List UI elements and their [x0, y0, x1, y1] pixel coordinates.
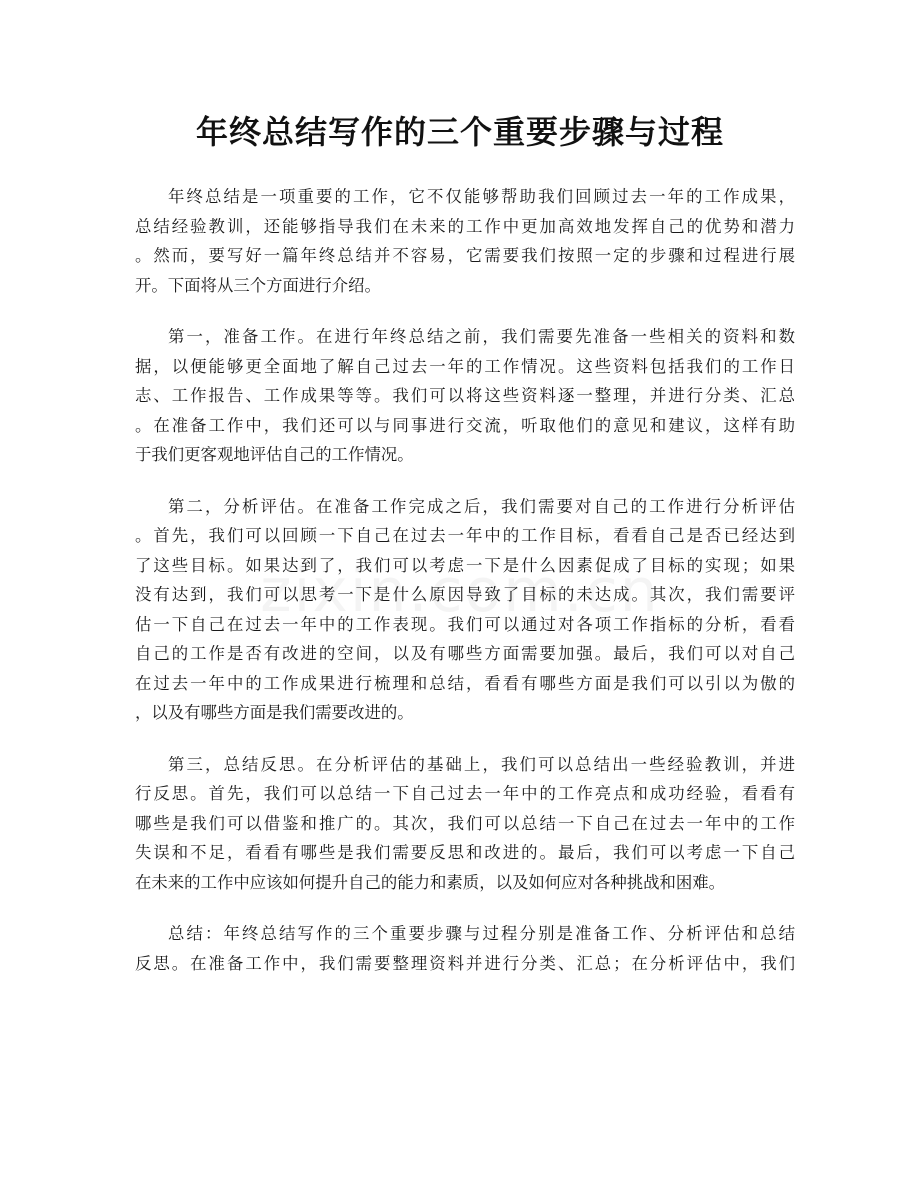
text-line: 失误和不足，看看有哪些是我们需要反思和改进的。最后，我们可以考虑一下自己 — [135, 843, 795, 862]
paragraph-summary — [135, 919, 795, 978]
text-line: 没有达到，我们可以思考一下是什么原因导致了目标的未达成。其次，我们需要评 — [135, 585, 795, 604]
text-line: 总结经验教训，还能够指导我们在未来的工作中更加高效地发挥自己的优势和潜力 — [135, 216, 795, 236]
text-line: 总结：年终总结写作的三个重要步骤与过程分别是准备工作、分析评估和总结 — [168, 924, 795, 943]
text-line: 在未来的工作中应该如何提升自己的能力和素质，以及如何应对各种挑战和困难。 — [135, 872, 726, 892]
text-line: 反思。在准备工作中，我们需要整理资料并进行分类、汇总；在分析评估中，我们 — [135, 953, 795, 973]
document-title: 年终总结写作的三个重要步骤与过程 — [195, 113, 724, 151]
text-line: 估一下自己在过去一年中的工作表现。我们可以通过对各项工作指标的分析，看看 — [135, 614, 795, 634]
text-line: ，以及有哪些方面是我们需要改进的。 — [135, 703, 414, 722]
paragraph-step-three — [135, 750, 795, 898]
text-line: 。首先，我们可以回顾一下自己在过去一年中的工作目标，看看自己是否已经达到 — [135, 526, 795, 545]
text-line: 。在准备工作中，我们还可以与同事进行交流，听取他们的意见和建议，这样有助 — [135, 415, 795, 435]
paragraph-step-one — [135, 322, 795, 470]
text-line: 志、工作报告、工作成果等等。我们可以将这些资料逐一整理，并进行分类、汇总 — [135, 386, 795, 405]
text-line: 在过去一年中的工作成果进行梳理和总结，看看有哪些方面是我们可以引以为傲的 — [135, 673, 795, 693]
text-line: 开。下面将从三个方面进行介绍。 — [135, 275, 381, 295]
text-line: 第一，准备工作。在进行年终总结之前，我们需要先准备一些相关的资料和数 — [168, 327, 795, 346]
text-line: 年终总结是一项重要的工作，它不仅能够帮助我们回顾过去一年的工作成果， — [168, 187, 795, 206]
paragraph-intro — [135, 182, 795, 300]
text-line: 行反思。首先，我们可以总结一下自己过去一年中的工作亮点和成功经验，看看有 — [135, 784, 795, 803]
text-line: 据，以便能够更全面地了解自己过去一年的工作情况。这些资料包括我们的工作日 — [135, 356, 795, 376]
text-line: 了这些目标。如果达到了，我们可以考虑一下是什么因素促成了目标的实现；如果 — [135, 555, 795, 575]
paragraph-step-two — [135, 492, 795, 728]
document-body — [135, 182, 795, 1000]
text-line: 。然而，要写好一篇年终总结并不容易，它需要我们按照一定的步骤和过程进行展 — [135, 246, 795, 265]
text-line: 于我们更客观地评估自己的工作情况。 — [135, 445, 414, 464]
text-line: 自己的工作是否有改进的空间，以及有哪些方面需要加强。最后，我们可以对自己 — [135, 644, 795, 663]
text-line: 哪些是我们可以借鉴和推广的。其次，我们可以总结一下自己在过去一年中的工作 — [135, 813, 795, 833]
text-line: 第三，总结反思。在分析评估的基础上，我们可以总结出一些经验教训，并进 — [168, 754, 795, 774]
text-line: 第二，分析评估。在准备工作完成之后，我们需要对自己的工作进行分析评估 — [168, 496, 795, 516]
